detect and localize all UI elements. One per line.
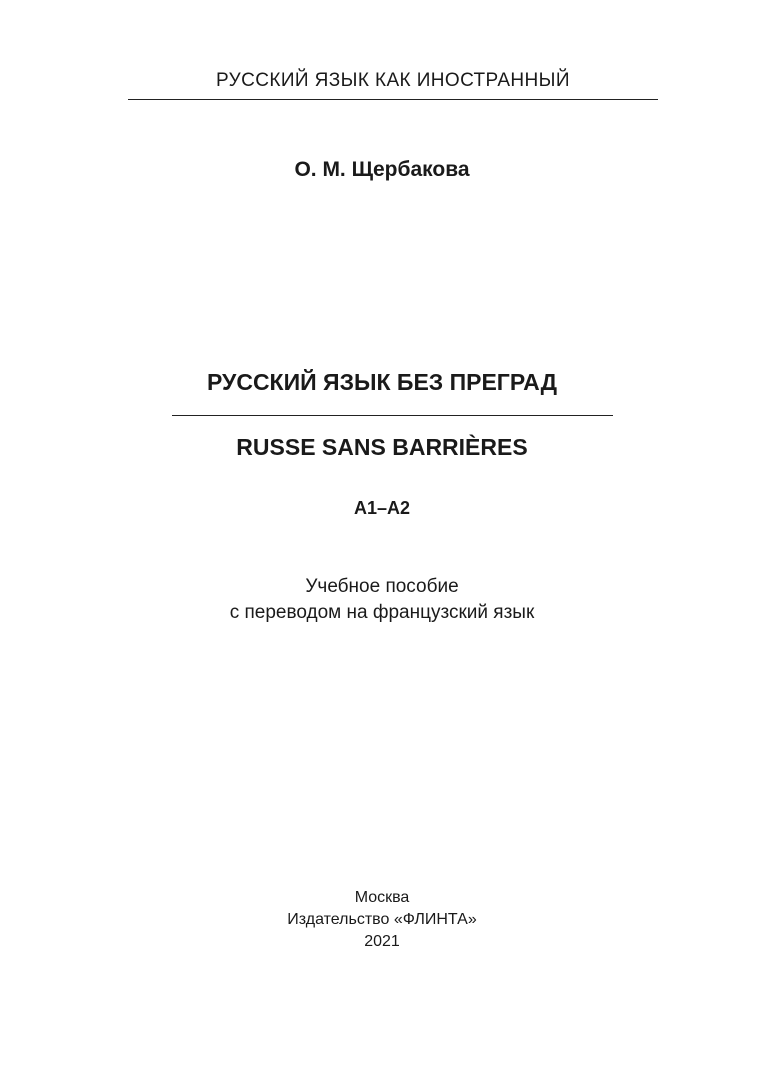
subtitle-line-2: с переводом на французский язык bbox=[229, 602, 535, 623]
author-name: О. М. Щербакова bbox=[294, 158, 470, 181]
title-divider bbox=[172, 415, 613, 416]
book-title-french: RUSSE SANS BARRIÈRES bbox=[236, 434, 528, 460]
series-title: РУССКИЙ ЯЗЫК КАК ИНОСТРАННЫЙ bbox=[216, 70, 570, 91]
subtitle-line-1: Учебное пособие bbox=[305, 576, 459, 597]
imprint-publisher: Издательство «ФЛИНТА» bbox=[287, 911, 477, 928]
imprint-city: Москва bbox=[354, 889, 410, 906]
language-level: А1–А2 bbox=[353, 498, 411, 518]
book-title-russian: РУССКИЙ ЯЗЫК БЕЗ ПРЕГРАД bbox=[206, 369, 558, 395]
imprint bbox=[0, 887, 764, 953]
book-subtitle bbox=[0, 574, 764, 626]
series-divider bbox=[128, 99, 658, 100]
imprint-year: 2021 bbox=[364, 933, 400, 950]
